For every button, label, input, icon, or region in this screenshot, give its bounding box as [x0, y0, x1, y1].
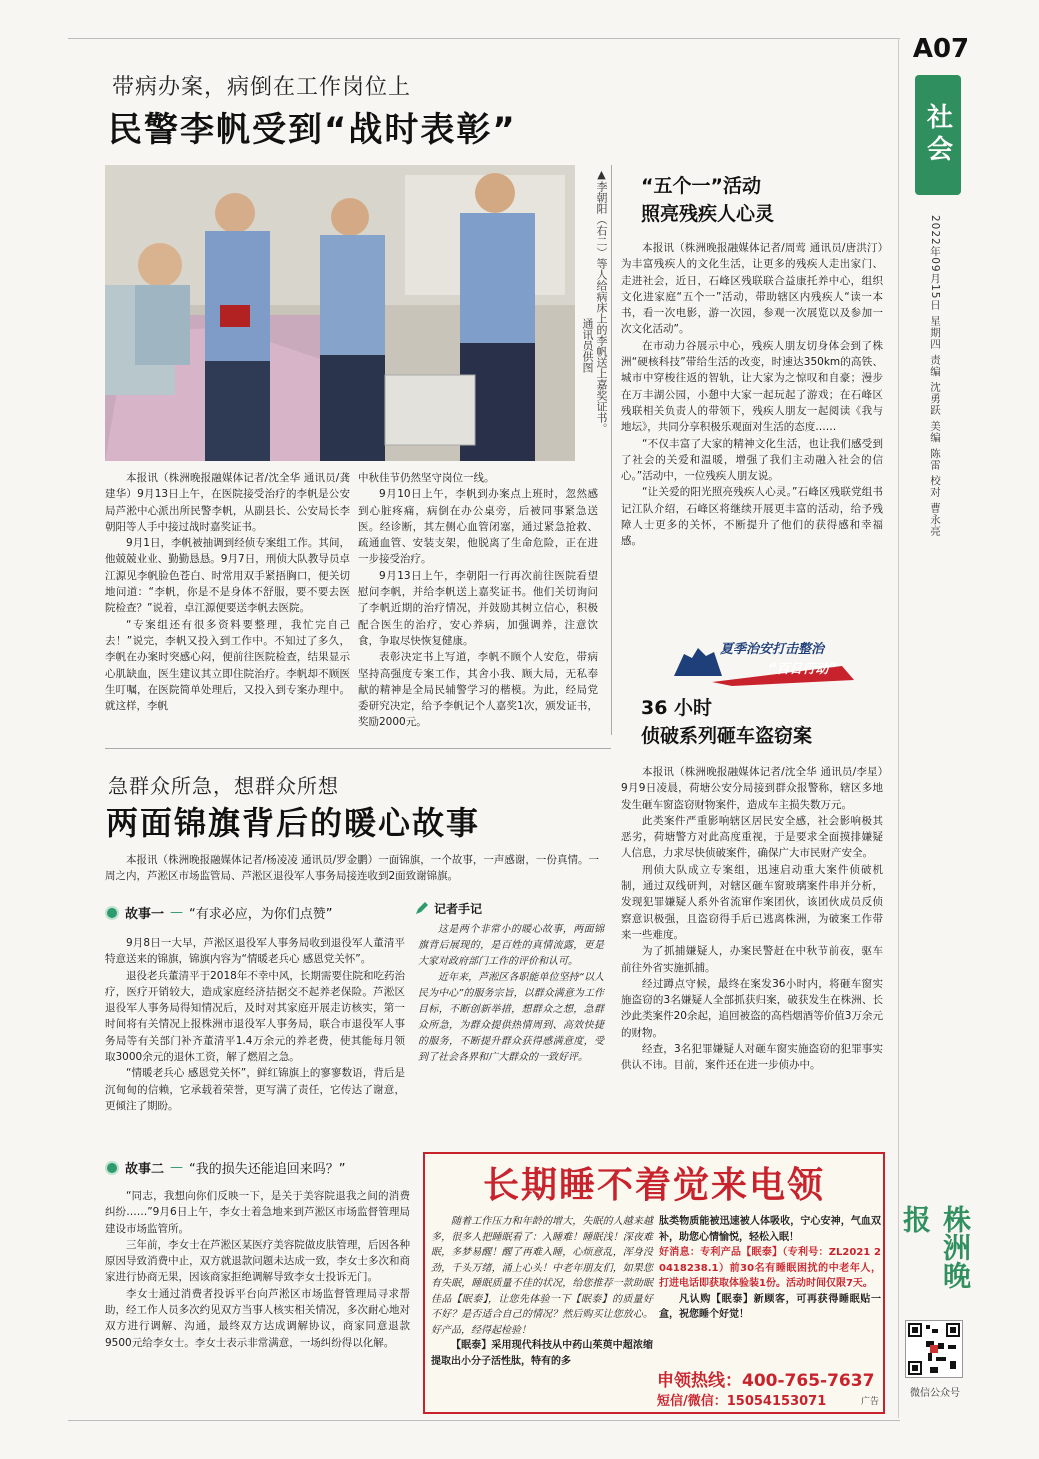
caption-credit: 通讯员供图	[581, 318, 594, 373]
ad-offer: 凡认购【眠泰】新顾客，可再获得睡眠贴一盒，祝您睡个好觉！	[659, 1293, 881, 1320]
paragraph: 经过蹲点守候，最终在案发36小时内，将砸车窗实施盗窃的3名嫌疑人全部抓获归案，破获发生在株洲、长沙此类案件20余起，追回被盗的高档烟酒等价值3万余元的财物。	[621, 977, 883, 1039]
story-a-heading: 故事一 — “有求必应，为你们点赞”	[105, 903, 333, 922]
story-b-title: “我的损失还能追回来吗？”	[189, 1162, 346, 1177]
paragraph: 9月1日，李帆被抽调到经侦专案组工作。其间，他兢兢业业、勤勤恳恳。9月7日，刑侦大队教导员卓江源见李帆脸色苍白、时常用双手紧捂胸口，便关切地问道：“李帆，你是不是身体不舒服，要不要去医院检查？”说着，卓江源便要送李帆去医院。	[105, 537, 350, 615]
banner-line1: 夏季治安打击整治	[720, 642, 825, 657]
paragraph: 9月10日上午，李帆到办案点上班时，忽然感到心脏疼痛，病倒在办公桌旁，后被同事紧急送医。经诊断，其左侧心血管闭塞，通过紧急抢救、疏通血管、安装支架，他脱离了生命危险，正在进一步接受治疗。	[358, 488, 598, 566]
paragraph: 近年来，芦淞区各职能单位坚持“以人民为中心”的服务宗旨，以群众满意为工作目标，不断创新举措，想群众之想，急群众所急，为群众提供热情周到、高效快捷的服务，不断提升群众获得感满意度，受到了社会各界和广大群众的一致好评。	[418, 972, 604, 1063]
story1-title: 民警李帆受到“战时表彰”	[108, 110, 517, 150]
rail-divider	[898, 38, 899, 1418]
paragraph: “不仅丰富了大家的精神文化生活，也让我们感受到了社会的关爱和温暖，增强了我们主动融入社会的信心。”活动中，一位残疾人朋友说。	[621, 437, 883, 483]
story3-title-line2: 侦破系列砸车盗窃案	[641, 725, 813, 747]
ad-box	[423, 1152, 885, 1414]
ad-paragraph: 【眠泰】采用现代科技从中药山茱萸中超浓缩提取出小分子活性肽，特有的多	[431, 1340, 653, 1367]
story2-title	[641, 172, 774, 228]
story4-subtitle: 急群众所急，想群众所想	[108, 774, 339, 798]
paragraph: 表彰决定书上写道，李帆不顾个人安危，带病坚持高强度专案工作，其舍小我、顾大局，无私奉献的精神是全局民辅警学习的楷模。为此，经局党委研究决定，给予李帆记个人嘉奖1次，颁发证书，奖励2000元。	[358, 651, 598, 729]
paragraph: 9月8日一大早，芦淞区退役军人事务局收到退役军人董清平特意送来的锦旗，锦旗内容为“情暖老兵心 感恩党关怀”。	[105, 937, 405, 966]
story1-photo	[105, 165, 575, 461]
paragraph: 本报讯（株洲晚报融媒体记者/杨凌凌 通讯员/罗金鹏）一面锦旗，一个故事，一声感谢，一份真情。一周之内，芦淞区市场监管局、芦淞区退役军人事务局接连收到2面致谢锦旗。	[105, 854, 599, 883]
paragraph: 李女士通过消费者投诉平台向芦淞区市场监督管理局寻求帮助，经工作人员多次约见双方当事人核实相关情况，多次耐心地对双方进行调解、沟通，最终双方达成调解协议，商家同意退款9500元给李女士。李女士表示非常满意，一场纠纷得以化解。	[105, 1287, 410, 1349]
hospital-photo-image	[105, 165, 575, 461]
story4-lead	[105, 852, 599, 885]
paragraph: “让关爱的阳光照亮残疾人心灵。”石峰区残联党组书记江队介绍，石峰区将继续开展更丰富的活动，给予残障人士更多的关怀，不断提升了他们的获得感和幸福感。	[621, 486, 883, 548]
paragraph: 此类案件严重影响辖区居民安全感，社会影响极其恶劣，荷塘警方对此高度重视，于是要求全面摸排嫌疑人信息，力求尽快侦破案件，确保广大市民财产安全。	[621, 814, 883, 860]
paragraph: 在市动力谷展示中心，残疾人朋友切身体会到了株洲“硬核科技”带给生活的改变，时速达350km的高铁、城市中穿梭往返的智轨，让大家为之惊叹和自豪；漫步在万丰湖公园，小憩中大家一起玩起了游戏；在石峰区残联相关负责人的带领下，残疾人朋友一起阅读《我与地坛》，共同分享积极乐观面对生活的态度……	[621, 339, 883, 434]
banner-line2: “百日行动”	[768, 662, 837, 677]
paragraph: 经查，3名犯罪嫌疑人对砸车窗实施盗窃的犯罪事实供认不讳。目前，案件还在进一步侦办中。	[621, 1043, 883, 1072]
paragraph: 本报讯（株洲晚报融媒体记者/沈全华 通讯员/李星）9月9日凌晨，荷塘公安分局接到群众报警称，辖区多地发生砸车窗盗窃财物案件，造成车主损失数万元。	[621, 766, 883, 811]
pen-icon	[414, 900, 430, 916]
qr-icon	[906, 1321, 962, 1377]
bullet-icon	[105, 906, 119, 920]
qr-label: 微信公众号	[910, 1388, 960, 1399]
ad-paragraph: 随着工作压力和年龄的增大，失眠的人越来越多，很多人把睡眠看了：入睡难！睡眠浅！深夜难眠，多梦易醒！醒了再难入睡，心烦意乱，浑身没劲，千头万绪，涌上心头！中老年朋友们，如果您有失眠，睡眠质量不佳的状况，给您推荐一款助眠佳品【眠泰】，让您先体验一下【眠泰】的质量好不好？是否适合自己的情况？然后购买让您放心。好产品，经得起检验！	[431, 1216, 653, 1336]
story2-title-line1: “五个一”活动	[641, 175, 761, 197]
story-a-title: “有求必应，为你们点赞”	[189, 907, 333, 922]
paragraph: 三年前，李女士在芦淞区某医疗美容院做皮肤管理，后因各种原因导致消费中止，双方就退款问题未达成一致，李女士多次和商家进行协商无果，因该商家拒绝调解导致李女士投诉无门。	[105, 1238, 410, 1284]
notes-body	[418, 922, 604, 1066]
story3-body	[621, 764, 883, 1074]
qr-code[interactable]	[905, 1320, 963, 1378]
story4-title: 两面锦旗背后的暖心故事	[106, 804, 481, 842]
story-a-body	[105, 935, 405, 1114]
story-b-body	[105, 1188, 410, 1351]
dateline: 2022年09月15日 星期四 责编 沈勇跃 美编 陈雷 校对 曹永亮	[929, 215, 941, 537]
paragraph: 本报讯（株洲晚报融媒体记者/周莺 通讯员/唐洪汀）为丰富残疾人的文化生活，让更多的残疾人走出家门、走进社会，近日，石峰区残联联合益康托养中心，组织文化进家庭“五个一”活动，带助辖区内残疾人“读一本书，看一次电影，游一次园，参观一次展览以及参加一次文化活动”。	[621, 242, 883, 336]
ad-tag: 广告	[860, 1397, 879, 1407]
section-divider	[105, 748, 611, 749]
story-a-label: 故事一	[125, 907, 165, 922]
ad-headline: 长期睡不着觉来电领	[482, 1164, 825, 1206]
bullet-icon	[105, 1161, 119, 1175]
story3-title	[641, 694, 812, 750]
paragraph: “同志，我想向你们反映一下，是关于美容院退我之间的消费纠纷……”9月6日上午，李女士着急地来到芦淞区市场监督管理局建设市场监管所。	[105, 1190, 410, 1235]
notes-heading	[414, 897, 494, 919]
ad-paragraph: 肽类物质能被迅速被人体吸收，宁心安神，气血双补，助您心情愉悦，轻松入眠！	[659, 1216, 881, 1243]
notes-title: 记者手记	[434, 901, 483, 916]
bottom-rule	[68, 1420, 900, 1421]
paragraph: 这是两个非常小的暖心故事，两面锦旗背后展现的，是百姓的真情流露，更是大家对政府部门工作的评价和认可。	[418, 924, 604, 967]
ad-col1	[431, 1214, 653, 1369]
campaign-banner	[672, 636, 858, 686]
story1-col2	[358, 470, 598, 731]
paragraph: 本报讯（株洲晚报融媒体记者/沈全华 通讯员/龚建华）9月13日上午，在医院接受治疗的李帆是公安局芦淞中心派出所民警李帆，从副县长、公安局长李朝阳等人手中接过战时嘉奖证书。	[105, 472, 350, 533]
story-b-label: 故事二	[125, 1162, 165, 1177]
story1-col1	[105, 470, 350, 714]
story2-title-line2: 照亮残疾人心灵	[641, 203, 775, 225]
ad-good-news: 好消息：专利产品【眠泰】（专利号：ZL2021 2 0418238.1）前30名有睡眠困扰的中老年人，打进电话即获取体验装1份。活动时间仅限7天。	[659, 1247, 881, 1289]
story-b-heading: 故事二 — “我的损失还能追回来吗？”	[105, 1158, 346, 1177]
ad-sms[interactable]: 短信/微信：15054153071	[657, 1394, 827, 1409]
story1-subtitle: 带病办案，病倒在工作岗位上	[112, 75, 412, 100]
paragraph: 中秋佳节仍然坚守岗位一线。	[358, 472, 495, 484]
story2-body	[621, 240, 883, 550]
column-divider	[611, 165, 612, 735]
story1-photo-caption	[580, 168, 608, 463]
masthead-logo: 株洲晚报	[899, 1205, 972, 1289]
ad-hotline[interactable]: 申领热线：400-765-7637	[657, 1371, 875, 1391]
paragraph: “情暖老兵心 感恩党关怀”，鲜红锦旗上的寥寥数语，背后是沉甸甸的信赖，它承载着荣誉，更写满了责任，它传达了谢意，更倾注了期盼。	[105, 1067, 405, 1112]
caption-text: ▲李朝阳（右二）等人给病床上的李帆送上嘉奖证书。	[595, 168, 608, 434]
paragraph: 退役老兵董清平于2018年不幸中风，长期需要住院和吃药治疗，医疗开销较大，造成家庭经济拮据交不起养老保险。芦淞区退役军人事务局得知情况后，及时对其家庭开展走访核实，第一时间将有关情况上报株洲市退役军人事务局，联合市退役军人事务局等有关部门补齐董清平1.4万余元的养老费，使其能每月领取3000余元的退休工资，解了燃眉之急。	[105, 969, 405, 1064]
section-tab: 社会	[915, 75, 961, 195]
paragraph: “专案组还有很多资料要整理，我忙完自己去！”说完，李帆又投入到工作中。不知过了多久，李帆在办案时突感心闷，便前往医院检查，结果显示心肌缺血，医生建议其立即住院治疗。李帆却不顾医生叮嘱，在医院简单处理后，又投入到专案办理中。就这样，李帆	[105, 618, 350, 713]
page-number: A07	[912, 34, 970, 64]
story3-title-line1: 36 小时	[641, 697, 713, 719]
paragraph: 9月13日上午，李朝阳一行再次前往医院看望慰问李帆，并给李帆送上嘉奖证书。他们关切询问了李帆近期的治疗情况，并鼓励其树立信心，积极配合医生的治疗，安心养病，加强调养，注意饮食，争取尽快恢复健康。	[358, 569, 598, 647]
paragraph: 刑侦大队成立专案组，迅速启动重大案件侦破机制，通过双线研判，对辖区砸车窗玻璃案件串并分析，发现犯罪嫌疑人系外省流窜作案团伙，该团伙成员反侦察意识极强，且盗窃得手后已逃离株洲，为破案工作带来一些难度。	[621, 863, 883, 941]
paragraph: 为了抓捕嫌疑人，办案民警赶在中秋节前夜，驱车前往外省实施抓捕。	[621, 945, 883, 974]
ad-col2	[659, 1214, 881, 1323]
top-rule	[68, 38, 900, 39]
